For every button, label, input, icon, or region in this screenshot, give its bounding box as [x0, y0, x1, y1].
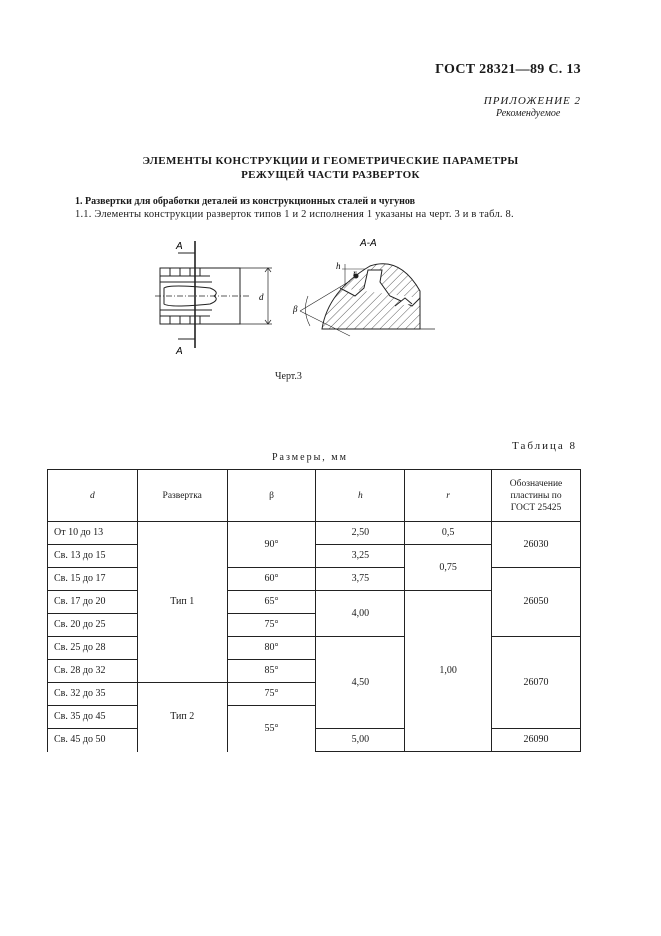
cell-beta: 75° [227, 683, 316, 706]
cell-beta: 60° [227, 568, 316, 591]
cell-beta: 65° [227, 591, 316, 614]
cell-d: Св. 13 до 15 [48, 545, 138, 568]
drawing-caption: Черт.3 [275, 371, 302, 382]
cell-plate: 26070 [492, 637, 581, 729]
table-row [48, 522, 581, 545]
cell-plate: 26050 [492, 568, 581, 637]
appendix-label: ПРИЛОЖЕНИЕ 2 [483, 95, 581, 107]
cell-plate: 26090 [492, 729, 581, 752]
appendix-status: Рекомендуемое [496, 108, 561, 119]
header-plate-line-3: ГОСТ 25425 [510, 502, 562, 513]
cell-beta: 90° [227, 522, 316, 568]
cell-r: 1,00 [405, 591, 492, 752]
header-h: h [316, 470, 405, 522]
header-d: d [48, 470, 138, 522]
table-units: Размеры, мм [272, 452, 348, 463]
label-section: А-А [360, 238, 377, 249]
page-title [0, 154, 661, 182]
cell-h: 2,50 [316, 522, 405, 545]
cell-d: Св. 15 до 17 [48, 568, 138, 591]
cell-d: Св. 28 до 32 [48, 660, 138, 683]
cell-reamer-type-1: Тип 1 [137, 522, 227, 683]
document-header: ГОСТ 28321—89 С. 13 [435, 62, 581, 77]
cell-h: 4,50 [316, 637, 405, 729]
title-line-2: РЕЖУЩЕЙ ЧАСТИ РАЗВЕРТОК [241, 169, 420, 181]
cell-d: Св. 32 до 35 [48, 683, 138, 706]
cell-d: От 10 до 13 [48, 522, 138, 545]
cell-h: 3,25 [316, 545, 405, 568]
table-header-row [48, 470, 581, 522]
cell-r: 0,5 [405, 522, 492, 545]
table-row [48, 637, 581, 660]
cell-r: 0,75 [405, 545, 492, 591]
section-heading: 1. Развертки для обработки деталей из конструкционных сталей и чугунов [75, 196, 415, 207]
cell-d: Св. 35 до 45 [48, 706, 138, 729]
cell-d: Св. 20 до 25 [48, 614, 138, 637]
label-h: h [336, 261, 341, 271]
header-beta: β [227, 470, 316, 522]
label-a-bottom: А [176, 346, 183, 357]
title-line-1: ЭЛЕМЕНТЫ КОНСТРУКЦИИ И ГЕОМЕТРИЧЕСКИЕ ПАРАМЕТРЫ [142, 155, 519, 167]
cell-d: Св. 45 до 50 [48, 729, 138, 752]
cell-h: 4,00 [316, 591, 405, 637]
cell-d: Св. 17 до 20 [48, 591, 138, 614]
header-plate [492, 470, 581, 522]
label-d: d [259, 292, 264, 302]
header-plate-line-1: Обозначение [509, 478, 563, 489]
table-row [48, 568, 581, 591]
header-reamer: Развертка [137, 470, 227, 522]
cell-reamer-type-2: Тип 2 [137, 683, 227, 752]
label-a-top: А [176, 241, 183, 252]
header-r: r [405, 470, 492, 522]
table-number: Таблица 8 [512, 440, 578, 452]
cell-beta: 85° [227, 660, 316, 683]
cell-h: 5,00 [316, 729, 405, 752]
reamer-section-view [300, 264, 435, 336]
reamer-side-view [155, 241, 272, 348]
reamer-parameters-table [47, 469, 581, 752]
label-beta: β [293, 304, 298, 314]
cell-d: Св. 25 до 28 [48, 637, 138, 660]
label-r: r [353, 268, 357, 278]
cell-h: 3,75 [316, 568, 405, 591]
cell-beta: 75° [227, 614, 316, 637]
reamer-drawing [150, 236, 440, 366]
cell-beta: 55° [227, 706, 316, 752]
cell-plate: 26030 [492, 522, 581, 568]
cell-beta: 80° [227, 637, 316, 660]
header-plate-line-2: пластины по [510, 490, 562, 501]
section-paragraph: 1.1. Элементы конструкции разверток типов 1 и 2 исполнения 1 указаны на черт. 3 и в табл. 8. [75, 209, 514, 220]
